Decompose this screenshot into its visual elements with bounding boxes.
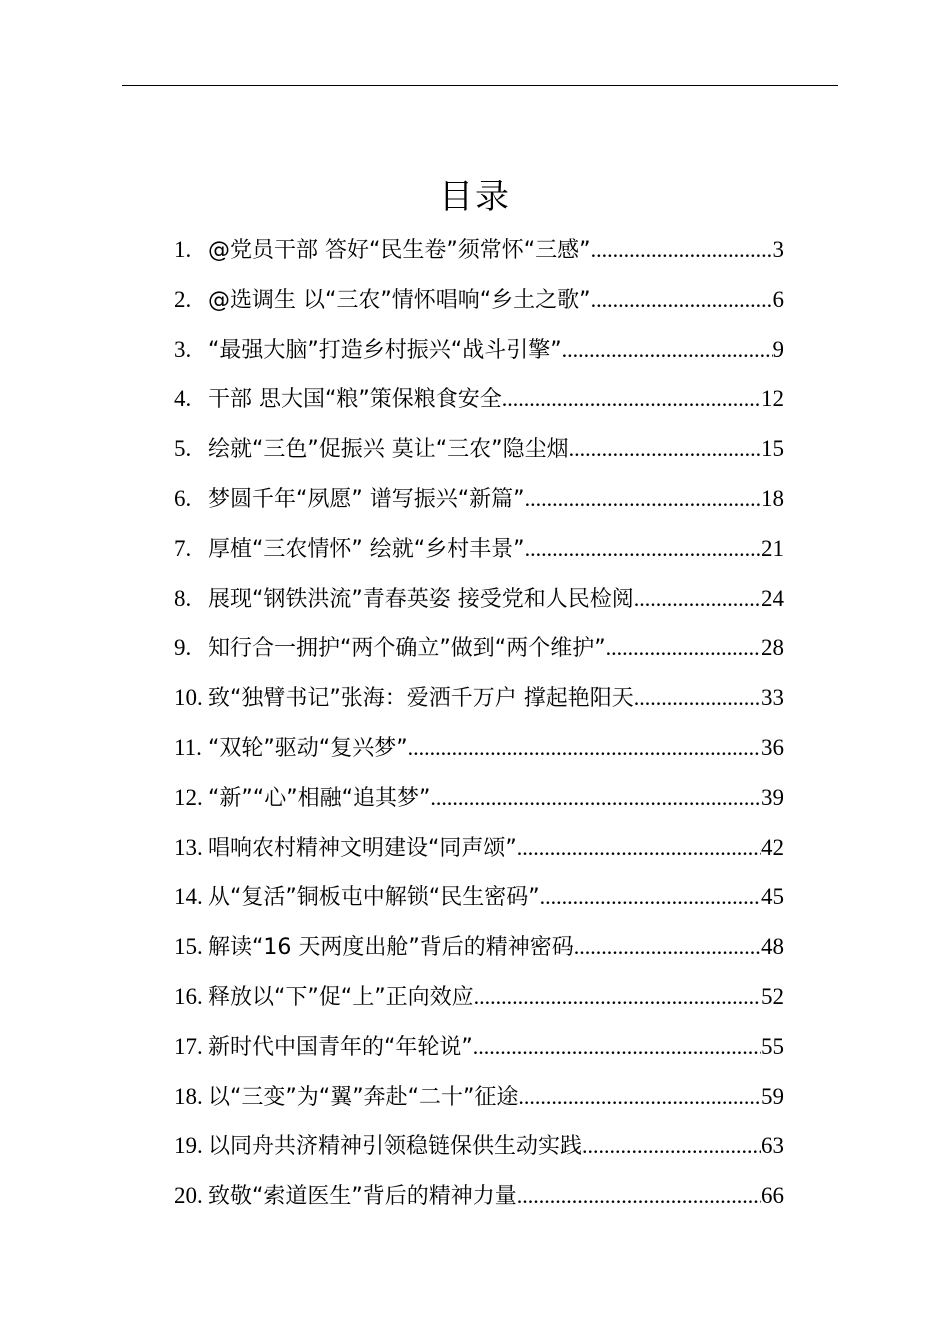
toc-entry-page: 12 — [761, 386, 784, 412]
toc-entry[interactable] — [174, 1171, 784, 1221]
toc-entry-title: 梦圆千年“夙愿” 谱写振兴“新篇” — [208, 486, 525, 512]
toc-entry-title: 解读“16 天两度出舱”背后的精神密码 — [208, 935, 574, 961]
toc-entry-title: 干部 思大国“粮”策保粮食安全 — [208, 387, 502, 413]
header-rule — [122, 85, 838, 86]
dot-leader — [634, 673, 761, 723]
toc-entry[interactable] — [174, 623, 784, 673]
dot-leader — [517, 1171, 761, 1221]
toc-entry-title: 展现“钢铁洪流”青春英姿 接受党和人民检阅 — [208, 586, 634, 612]
toc-entry[interactable] — [174, 723, 784, 773]
dot-leader — [582, 1121, 761, 1171]
toc-entry-number: 7. — [174, 535, 192, 561]
toc-entry-number: 8. — [174, 585, 192, 611]
toc-entry-title: “最强大脑”打造乡村振兴“战斗引擎” — [208, 337, 562, 363]
toc-entry-page: 24 — [761, 585, 784, 611]
toc-entry-page: 9 — [772, 336, 784, 362]
dot-leader — [562, 325, 773, 375]
toc-entry-number: 13. — [174, 834, 203, 860]
toc-entry-title: 知行合一拥护“两个确立”做到“两个维护” — [208, 636, 606, 662]
toc-entry-title: “新”“心”相融“追其梦” — [208, 785, 431, 811]
toc-entry-number: 4. — [174, 386, 192, 412]
dot-leader — [408, 723, 761, 773]
toc-entry-number: 19. — [174, 1133, 203, 1159]
toc-entry-page: 39 — [761, 784, 784, 810]
toc-entry-title: 致敬“索道医生”背后的精神力量 — [208, 1184, 517, 1210]
toc-entry[interactable] — [174, 823, 784, 873]
toc-entry[interactable] — [174, 922, 784, 972]
toc-entry[interactable] — [174, 325, 784, 375]
toc-entry-number: 20. — [174, 1183, 203, 1209]
toc-entry[interactable] — [174, 225, 784, 275]
toc-title: 目录 — [439, 177, 511, 217]
toc-entry-title: 以“三变”为“翼”奔赴“二十”征途 — [208, 1084, 519, 1110]
toc-entry-page: 6 — [772, 286, 784, 312]
toc-entry-number: 5. — [174, 436, 192, 462]
toc-entry-page: 33 — [761, 685, 784, 711]
toc-entry[interactable] — [174, 574, 784, 624]
toc-entry-page: 45 — [761, 884, 784, 910]
toc-entry[interactable] — [174, 275, 784, 325]
toc-entry[interactable] — [174, 773, 784, 823]
toc-entry[interactable] — [174, 1121, 784, 1171]
toc-entry[interactable] — [174, 374, 784, 424]
toc-entry-title: “双轮”驱动“复兴梦” — [208, 735, 408, 761]
toc-entry[interactable] — [174, 673, 784, 723]
toc-entry[interactable] — [174, 1022, 784, 1072]
toc-entry-title: 厚植“三农情怀” 绘就“乡村丰景” — [208, 536, 525, 562]
dot-leader — [518, 1072, 761, 1122]
toc-entry-page: 3 — [772, 237, 784, 262]
dot-leader — [591, 225, 773, 275]
toc-entry-number: 14. — [174, 884, 203, 910]
dot-leader — [473, 1022, 761, 1072]
toc-entry-page: 52 — [761, 983, 784, 1009]
toc-entry-title: @选调生 以“三农”情怀唱响“乡土之歌” — [208, 287, 591, 313]
toc-entry-title: 绘就“三色”促振兴 莫让“三农”隐尘烟 — [208, 437, 569, 463]
toc-entry[interactable] — [174, 524, 784, 574]
toc-entry-number: 3. — [174, 336, 192, 362]
toc-entry-number: 2. — [174, 286, 192, 312]
toc-entry-number: 15. — [174, 934, 203, 960]
dot-leader — [474, 972, 761, 1022]
dot-leader — [525, 474, 761, 524]
toc-entry-number: 18. — [174, 1083, 203, 1109]
toc-entry-title: @党员干部 答好“民生卷”须常怀“三感” — [208, 238, 591, 263]
toc-entry-page: 48 — [761, 934, 784, 960]
toc-entry-number: 16. — [174, 983, 203, 1009]
dot-leader — [606, 623, 761, 673]
toc-entry-number: 17. — [174, 1033, 203, 1059]
dot-leader — [540, 872, 761, 922]
toc-entry-page: 63 — [761, 1133, 784, 1159]
toc-entry-page: 18 — [761, 485, 784, 511]
toc-entry-page: 21 — [761, 535, 784, 561]
dot-leader — [525, 524, 761, 574]
dot-leader — [574, 922, 761, 972]
toc-entry-page: 59 — [761, 1083, 784, 1109]
toc-entry-number: 11. — [174, 734, 202, 760]
toc-entry-number: 6. — [174, 485, 192, 511]
toc-entry[interactable] — [174, 1072, 784, 1122]
toc-entry-title: 唱响农村精神文明建设“同声颂” — [208, 835, 517, 861]
dot-leader — [591, 275, 773, 325]
dot-leader — [569, 424, 761, 474]
toc-entry-page: 66 — [761, 1183, 784, 1209]
toc-entry-number: 9. — [174, 635, 192, 661]
toc-entry-number: 10. — [174, 685, 203, 711]
dot-leader — [430, 773, 761, 823]
toc-list — [174, 225, 784, 1221]
toc-entry-title: 释放以“下”促“上”正向效应 — [208, 984, 474, 1010]
toc-entry-page: 55 — [761, 1033, 784, 1059]
toc-entry[interactable] — [174, 424, 784, 474]
dot-leader — [634, 574, 761, 624]
toc-entry[interactable] — [174, 972, 784, 1022]
toc-entry-page: 42 — [761, 834, 784, 860]
dot-leader — [502, 374, 761, 424]
toc-entry-title: 以同舟共济精神引领稳链保供生动实践 — [208, 1134, 583, 1160]
toc-entry-title: 从“复活”铜板屯中解锁“民生密码” — [208, 885, 540, 911]
toc-entry[interactable] — [174, 474, 784, 524]
toc-entry-number: 12. — [174, 784, 203, 810]
toc-entry-page: 15 — [761, 436, 784, 462]
dot-leader — [517, 823, 761, 873]
toc-entry-page: 36 — [761, 734, 784, 760]
toc-entry-title: 新时代中国青年的“年轮说” — [208, 1034, 473, 1060]
toc-entry-number: 1. — [174, 237, 192, 262]
toc-entry[interactable] — [174, 872, 784, 922]
toc-entry-page: 28 — [761, 635, 784, 661]
toc-entry-title: 致“独臂书记”张海：爱洒千万户 撑起艳阳天 — [208, 686, 634, 712]
